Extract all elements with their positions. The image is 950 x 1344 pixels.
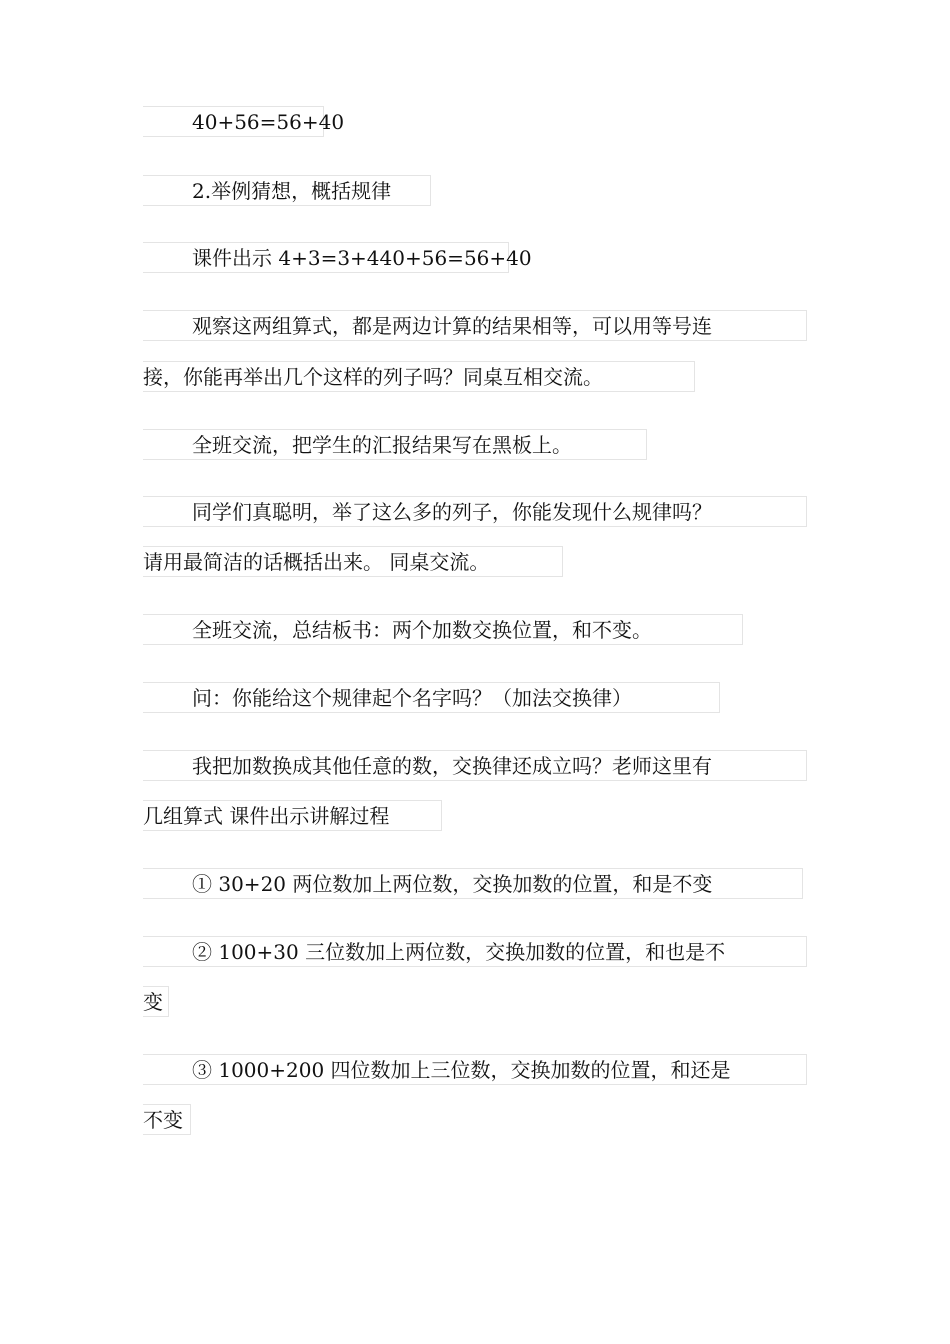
text-line: 问：你能给这个规律起个名字吗？（加法交换律） (143, 682, 720, 713)
text-line: 几组算式 课件出示讲解过程 (143, 800, 442, 831)
text-line: 同学们真聪明，举了这么多的列子，你能发现什么规律吗？ (143, 496, 807, 527)
text-line: 变 (143, 986, 169, 1017)
text-line: 观察这两组算式，都是两边计算的结果相等，可以用等号连 (143, 310, 807, 341)
text-line: 我把加数换成其他任意的数，交换律还成立吗？老师这里有 (143, 750, 807, 781)
list-item: ③ 1000+200 四位数加上三位数，交换加数的位置，和还是 (143, 1054, 807, 1085)
text-line: 接，你能再举出几个这样的列子吗？同桌互相交流。 (143, 361, 695, 392)
list-item: ① 30+20 两位数加上两位数，交换加数的位置，和是不变 (143, 868, 803, 899)
list-item: ② 100+30 三位数加上两位数，交换加数的位置，和也是不 (143, 936, 807, 967)
text-line: 请用最简洁的话概括出来。 同桌交流。 (143, 546, 563, 577)
text-line: 不变 (143, 1104, 191, 1135)
formula-line: 40+56=56+40 (143, 106, 324, 137)
section-heading: 2.举例猜想，概括规律 (143, 175, 431, 206)
text-line: 全班交流，把学生的汇报结果写在黑板上。 (143, 429, 647, 460)
text-line: 课件出示 4+3=3+440+56=56+40 (143, 242, 509, 273)
text-line: 全班交流，总结板书：两个加数交换位置，和不变。 (143, 614, 743, 645)
